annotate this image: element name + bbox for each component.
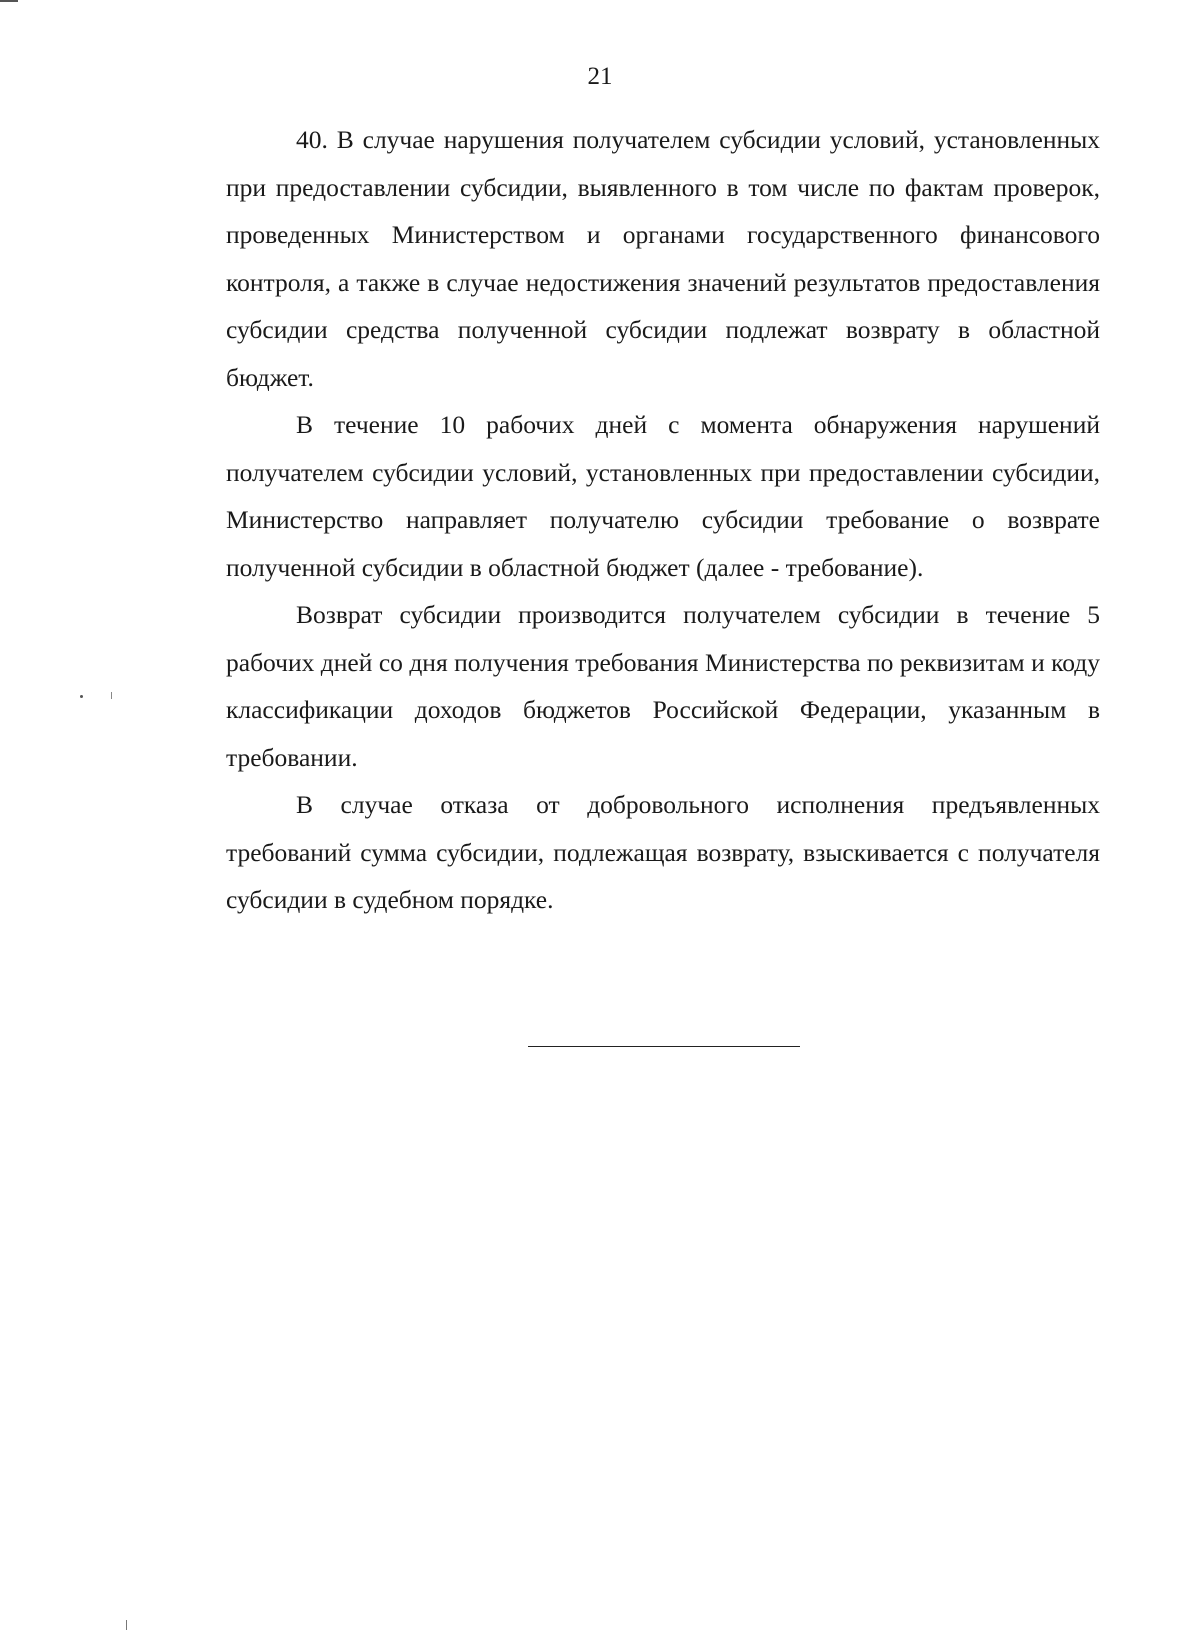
paragraph-demand-notice: В течение 10 рабочих дней с момента обнаружения нарушений получателем субсидии условий, установленных при предоставлении субсидии, Министерство направляет получателю субсидии требование о возврате полученной субсидии в областной бюджет (далее - требование). — [226, 410, 1100, 582]
paragraph-refund-terms: Возврат субсидии производится получателем субсидии в течение 5 рабочих дней со дня получения требования Министерства по реквизитам и коду классификации доходов бюджетов Российской Федерации, указанным в требовании. — [226, 600, 1100, 772]
scan-artifact-mark — [0, 0, 18, 2]
scan-artifact-edge — [126, 1620, 127, 1630]
page-number: 21 — [587, 63, 613, 90]
paragraph-court-recovery: В случае отказа от добровольного исполнения предъявленных требований сумма субсидии, подлежащая возврату, взыскивается с получателя субсидии в судебном порядке. — [226, 790, 1100, 914]
end-of-document-rule — [528, 1046, 800, 1047]
paragraph-40: 40. В случае нарушения получателем субсидии условий, установленных при предоставлении субсидии, выявленного в том числе по фактам проверок, проведенных Министерством и органами государственного финансового контроля, а также в случае недостижения значений результатов предоставления субсидии средства полученной субсидии подлежат возврату в областной бюджет. — [226, 125, 1100, 392]
scan-artifact-tick — [111, 692, 112, 699]
scan-artifact-dot — [80, 695, 83, 698]
document-body — [226, 116, 1100, 924]
